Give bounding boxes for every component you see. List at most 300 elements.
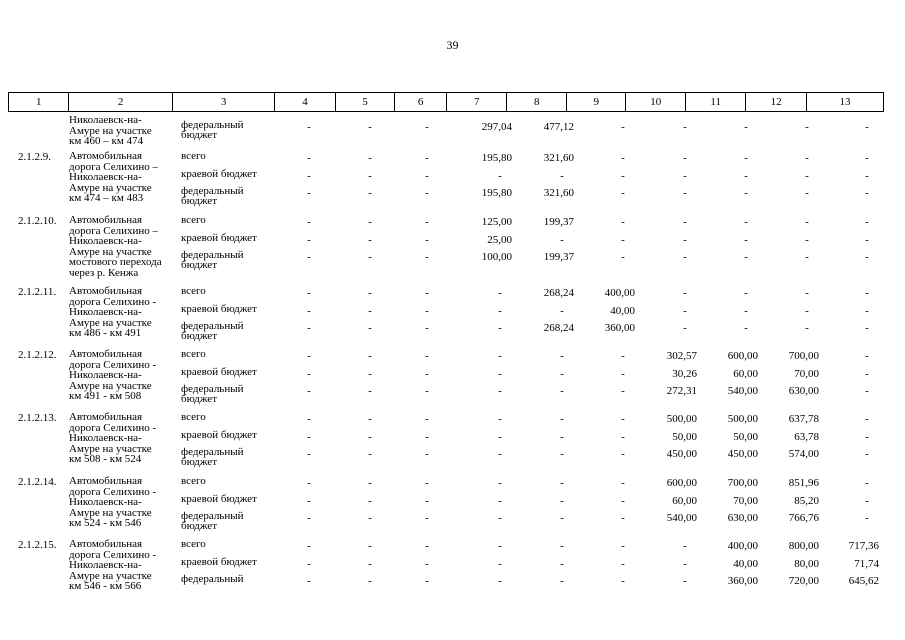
table-cell: - [368,305,372,317]
object-name-line: Автомобильная [69,475,143,487]
table-cell: 100,00 [481,251,512,263]
table-cell: - [621,477,625,489]
object-name-line: Николаевск-на- [69,432,142,444]
table-cell: - [498,350,502,362]
table-cell: - [621,512,625,524]
table-cell: - [621,540,625,552]
table-cell: 50,00 [733,431,758,443]
funding-source: всего [181,150,206,162]
table-cell: - [683,251,687,263]
table-cell: - [368,477,372,489]
table-cell: - [865,287,869,299]
table-cell: - [683,287,687,299]
table-cell: - [307,575,311,587]
object-name-line: дорога Селихино - [69,485,157,498]
table-cell: - [621,187,625,199]
table-cell: - [560,350,564,362]
object-name-line: Амуре на участке [69,379,152,392]
funding-source: бюджет [181,456,217,468]
funding-source: федеральный [181,119,244,131]
table-cell: - [805,216,809,228]
table-cell: - [560,305,564,317]
table-cell: - [307,322,311,334]
object-name-line: км 491 - км 508 [69,390,142,402]
table-cell: 637,78 [788,413,819,425]
table-cell: - [560,368,564,380]
funding-source: краевой бюджет [181,556,257,568]
funding-source: федеральный [181,383,244,395]
table-cell: - [621,413,625,425]
table-cell: - [307,121,311,133]
table-cell: - [307,495,311,507]
table-cell: - [805,152,809,164]
funding-source: всего [181,285,206,297]
table-cell: - [425,187,429,199]
table-cell: - [307,305,311,317]
table-cell: - [498,385,502,397]
table-cell: - [368,251,372,263]
table-cell: - [368,431,372,443]
funding-source: всего [181,475,206,487]
table-cell: - [368,512,372,524]
funding-source: федеральный [181,249,244,261]
table-cell: 40,00 [733,558,758,570]
object-name-line: Автомобильная [69,348,143,360]
table-cell: - [368,287,372,299]
table-cell: - [865,477,869,489]
table-header [8,92,884,112]
table-cell: - [744,234,748,246]
table-cell: - [307,413,311,425]
table-cell: - [805,234,809,246]
table-cell: - [683,152,687,164]
row-number: 2.1.2.10. [18,215,57,227]
table-cell: - [425,368,429,380]
table-cell: - [560,477,564,489]
object-name-line: км 524 - км 546 [69,517,142,529]
table-cell: - [498,413,502,425]
table-cell: - [368,350,372,362]
funding-source: краевой бюджет [181,303,257,315]
column-header: 9 [567,93,627,111]
table-cell: - [621,495,625,507]
object-name-line: Амуре на участке [69,181,152,194]
object-name-line: Амуре на участке [69,569,152,582]
table-cell: 268,24 [543,287,574,299]
table-cell: - [307,287,311,299]
table-cell: 645,62 [848,575,879,587]
object-name-line: Амуре на участке [69,245,152,258]
table-cell: 851,96 [788,477,819,489]
table-cell: - [621,385,625,397]
table-cell: - [498,322,502,334]
table-cell: - [560,540,564,552]
table-cell: - [621,558,625,570]
object-name-line: Николаевск-на- [69,114,142,126]
object-name-line: Амуре на участке [69,316,152,329]
table-cell: - [425,170,429,182]
funding-source: краевой бюджет [181,366,257,378]
table-cell: - [683,216,687,228]
table-cell: - [865,187,869,199]
table-cell: - [683,575,687,587]
table-cell: - [621,234,625,246]
table-cell: - [865,413,869,425]
table-cell: - [307,216,311,228]
table-cell: - [368,121,372,133]
table-cell: 800,00 [788,540,819,552]
object-name-line: дорога Селихино - [69,358,157,371]
table-cell: - [621,170,625,182]
object-name-line: мостового перехода [69,256,162,268]
table-cell: - [621,216,625,228]
table-cell: - [865,495,869,507]
table-cell: 268,24 [543,322,574,334]
table-cell: - [865,385,869,397]
table-cell: 700,00 [727,477,758,489]
table-cell: - [744,152,748,164]
table-cell: - [425,322,429,334]
object-name-line: Николаевск-на- [69,171,142,183]
table-cell: - [307,187,311,199]
table-cell: 70,00 [794,368,819,380]
table-cell: 40,00 [610,305,635,317]
table-cell: - [744,170,748,182]
table-cell: - [560,558,564,570]
table-cell: - [498,495,502,507]
table-cell: 321,60 [543,187,574,199]
column-header: 8 [507,93,567,111]
table-cell: 720,00 [788,575,819,587]
funding-source: краевой бюджет [181,493,257,505]
column-header: 13 [839,96,851,108]
table-cell: 717,36 [848,540,879,552]
table-cell: 400,00 [604,287,635,299]
table-cell: - [425,448,429,460]
table-cell: - [307,350,311,362]
column-header: 6 [395,93,447,111]
column-header: 4 [275,93,335,111]
row-number: 2.1.2.13. [18,412,57,424]
object-name-line: Амуре на участке [69,124,152,137]
table-cell: - [307,512,311,524]
funding-source: бюджет [181,330,217,342]
table-cell: - [560,234,564,246]
object-name-line: Автомобильная [69,411,143,423]
table-cell: - [368,558,372,570]
object-name-line: через р. Кенжа [69,266,139,279]
table-cell: - [368,413,372,425]
table-cell: - [425,251,429,263]
table-cell: - [368,216,372,228]
table-cell: - [307,448,311,460]
object-name-line: Амуре на участке [69,442,152,455]
table-cell: 500,00 [666,413,697,425]
table-cell: - [425,413,429,425]
table-cell: - [425,216,429,228]
table-cell: 450,00 [666,448,697,460]
table-cell: - [683,558,687,570]
table-cell: 500,00 [727,413,758,425]
table-cell: - [425,477,429,489]
table-cell: 199,37 [543,251,574,263]
column-header: 11 [686,93,746,111]
funding-source: федеральный [181,185,244,197]
table-cell: 540,00 [666,512,697,524]
table-cell: 30,26 [672,368,697,380]
table-cell: - [865,251,869,263]
table-cell: 199,37 [543,216,574,228]
object-name-line: Автомобильная [69,214,143,226]
table-cell: 25,00 [487,234,512,246]
table-cell: - [744,187,748,199]
table-cell: - [621,350,625,362]
table-cell: 766,76 [788,512,819,524]
table-cell: 477,12 [543,121,574,133]
table-cell: - [683,187,687,199]
funding-source: всего [181,411,206,423]
column-header: 10 [626,93,686,111]
object-name-line: Николаевск-на- [69,306,142,318]
object-name-line: км 546 - км 566 [69,580,142,592]
table-cell: - [560,385,564,397]
table-cell: - [560,575,564,587]
table-cell: - [425,558,429,570]
table-cell: - [425,152,429,164]
object-name-line: Автомобильная [69,150,143,162]
table-cell: - [498,431,502,443]
table-cell: - [425,540,429,552]
object-name-line: Автомобильная [69,538,143,550]
table-cell: 450,00 [727,448,758,460]
table-cell: - [368,385,372,397]
table-cell: - [560,512,564,524]
table-cell: - [498,558,502,570]
table-cell: - [560,431,564,443]
funding-source: бюджет [181,520,217,532]
funding-source: федеральный [181,573,244,585]
table-cell: 71,74 [854,558,879,570]
table-cell: 574,00 [788,448,819,460]
table-cell: - [560,448,564,460]
table-cell: 360,00 [604,322,635,334]
table-cell: 272,31 [666,385,697,397]
table-cell: - [425,495,429,507]
object-name-line: дорога Селихино - [69,548,157,561]
table-cell: - [744,121,748,133]
table-cell: - [368,152,372,164]
table-cell: 321,60 [543,152,574,164]
table-cell: 600,00 [666,477,697,489]
column-header: 12 [746,93,806,111]
object-name-line: Амуре на участке [69,506,152,519]
table-cell: - [425,431,429,443]
table-cell: - [498,448,502,460]
table-cell: 195,80 [481,152,512,164]
table-cell: - [805,170,809,182]
table-cell: - [865,512,869,524]
table-cell: - [498,170,502,182]
table-cell: - [498,368,502,380]
table-cell: - [307,170,311,182]
table-cell: 63,78 [794,431,819,443]
table-cell: - [683,234,687,246]
table-cell: - [307,368,311,380]
column-header: 1 [9,93,69,111]
table-cell: - [683,305,687,317]
column-header: 2 [69,93,172,111]
table-cell: - [805,322,809,334]
table-cell: - [621,251,625,263]
object-name-line: дорога Селихино – [69,224,158,237]
funding-source: всего [181,348,206,360]
table-cell: - [621,121,625,133]
column-header: 3 [173,93,275,111]
table-cell: - [307,558,311,570]
row-number: 2.1.2.14. [18,476,57,488]
table-cell: 60,00 [672,495,697,507]
object-name-line: км 460 – км 474 [69,135,144,147]
table-cell: - [425,234,429,246]
table-cell: 70,00 [733,495,758,507]
table-cell: 360,00 [727,575,758,587]
table-cell: - [865,305,869,317]
table-cell: - [621,448,625,460]
table-cell: - [368,575,372,587]
table-cell: - [307,152,311,164]
funding-source: всего [181,538,206,550]
funding-source: федеральный [181,446,244,458]
table-cell: - [805,251,809,263]
table-cell: - [805,187,809,199]
funding-source: краевой бюджет [181,232,257,244]
table-cell: - [805,287,809,299]
table-cell: - [307,251,311,263]
table-cell: - [805,305,809,317]
table-cell: - [683,540,687,552]
table-cell: - [865,431,869,443]
funding-source: бюджет [181,393,217,405]
table-cell: - [621,431,625,443]
object-name-line: дорога Селихино - [69,421,157,434]
funding-source: бюджет [181,259,217,271]
table-cell: - [425,350,429,362]
table-cell: - [865,216,869,228]
column-header: 7 [447,93,507,111]
table-cell: - [368,540,372,552]
table-cell: - [805,121,809,133]
table-cell: - [621,368,625,380]
table-cell: - [621,152,625,164]
table-cell: - [865,170,869,182]
table-cell: - [865,121,869,133]
table-cell: 125,00 [481,216,512,228]
table-cell: - [425,121,429,133]
table-cell: - [368,368,372,380]
table-cell: - [865,234,869,246]
table-cell: - [865,322,869,334]
table-cell: - [307,477,311,489]
table-cell: - [865,448,869,460]
object-name-line: дорога Селихино - [69,295,157,308]
table-cell: - [307,234,311,246]
table-cell: 630,00 [788,385,819,397]
table-cell: 540,00 [727,385,758,397]
object-name-line: км 508 - км 524 [69,453,142,465]
table-cell: - [498,477,502,489]
table-cell: - [498,305,502,317]
table-cell: - [368,322,372,334]
table-cell: - [498,575,502,587]
table-cell: - [744,305,748,317]
table-cell: 50,00 [672,431,697,443]
table-cell: 297,04 [481,121,512,133]
table-cell: - [425,385,429,397]
table-cell: 700,00 [788,350,819,362]
page-number: 39 [446,38,459,52]
table-cell: - [498,287,502,299]
table-cell: - [498,540,502,552]
table-cell: - [368,495,372,507]
table-cell: - [368,234,372,246]
table-cell: 80,00 [794,558,819,570]
table-cell: - [368,448,372,460]
table-cell: - [498,512,502,524]
object-name-line: км 474 – км 483 [69,192,144,204]
row-number: 2.1.2.15. [18,539,57,551]
table-cell: 195,80 [481,187,512,199]
object-name-line: Николаевск-на- [69,369,142,381]
table-cell: - [621,575,625,587]
table-cell: 630,00 [727,512,758,524]
table-cell: - [560,170,564,182]
object-name-line: дорога Селихино – [69,160,158,173]
table-cell: - [865,368,869,380]
table-cell: - [683,322,687,334]
table-cell: - [744,287,748,299]
table-cell: 600,00 [727,350,758,362]
table-cell: - [560,413,564,425]
row-number: 2.1.2.9. [18,151,51,163]
table-cell: - [683,121,687,133]
funding-source: федеральный [181,320,244,332]
table-cell: - [865,350,869,362]
table-cell: - [744,251,748,263]
table-cell: - [744,216,748,228]
table-cell: - [425,575,429,587]
table-cell: - [307,540,311,552]
table-cell: - [307,385,311,397]
object-name-line: Автомобильная [69,285,143,297]
table-cell: - [683,170,687,182]
table-cell: - [425,287,429,299]
object-name-line: км 486 - км 491 [69,327,142,339]
object-name-line: Николаевск-на- [69,235,142,247]
table-cell: 400,00 [727,540,758,552]
table-cell: - [368,170,372,182]
table-cell: 302,57 [666,350,697,362]
funding-source: федеральный [181,510,244,522]
table-cell: 85,20 [794,495,819,507]
table-cell: - [865,152,869,164]
table-cell: - [560,495,564,507]
object-name-line: Николаевск-на- [69,496,142,508]
table-cell: - [425,512,429,524]
row-number: 2.1.2.11. [18,286,57,298]
funding-source: бюджет [181,195,217,207]
table-cell: - [307,431,311,443]
funding-source: всего [181,214,206,226]
